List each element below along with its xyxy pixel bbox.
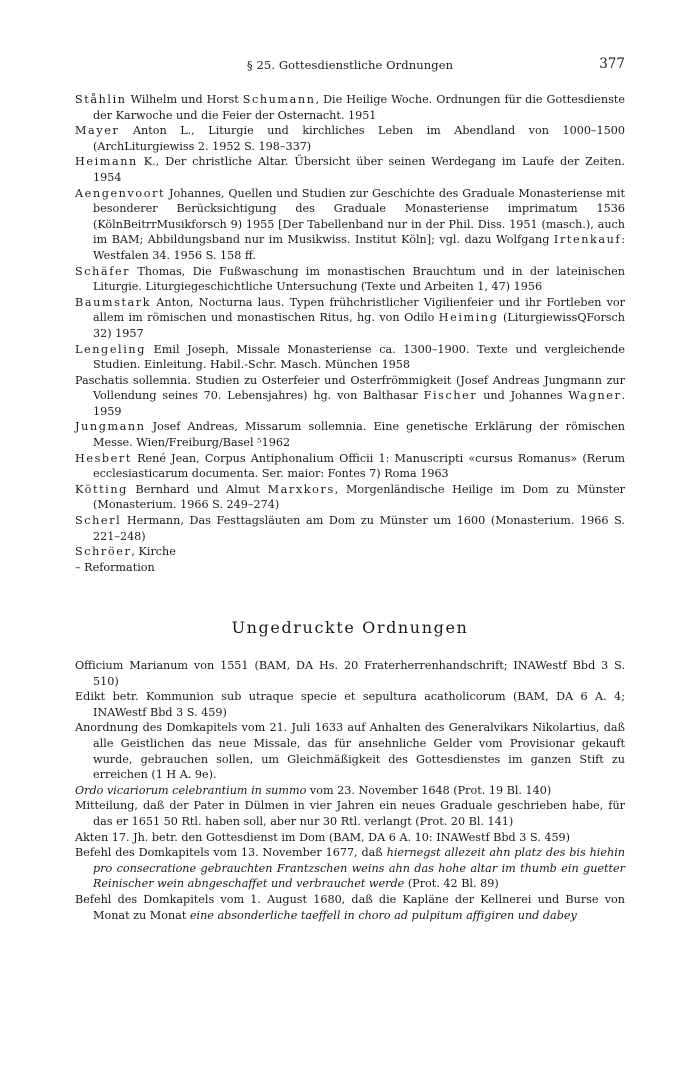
unpublished-entry: Mitteilung, daß der Pater in Dülmen in vier Jahren ein neues Graduale geschrieben habe, für das er 1651 50 Rtl. haben soll, aber nur 30 Rtl. verlangt (Prot. 20 Bl. 141) (75, 799, 625, 828)
quotation: hiernegst allezeit ahn platz des bis hiehin pro consecratione gebrauchten Frantzschen weins ahn das hohe altar im thumb ein guetter Reinischer wein abngeschaffet und verbrauchet werde (93, 846, 625, 891)
author-name: Scherl (75, 514, 122, 528)
unpublished-entry: Anordnung des Domkapitels vom 21. Juli 1633 auf Anhalten des Generalvikars Nikolartius, daß alle Geistlichen das neue Missale, das für ansehnliche Gelder vom Provisionar gekauft wurde, gebrauchen sollen, um Gleichmäßigkeit des Gottesdienstes im ganzen Stift zu erreichen (1 H A. 9e). (75, 721, 625, 782)
author-name: Marxkors (267, 482, 335, 496)
bibliography-entry: Schröer, Kirche (75, 545, 176, 559)
bibliography-entry: Schäfer Thomas, Die Fußwaschung im monastischen Brauchtum und in der lateinischen Liturgie. Liturgiegeschichtliche Untersuchung (Texte und Arbeiten 1, 47) 1956 (75, 264, 625, 294)
author-name: Schäfer (75, 264, 131, 278)
quotation: eine absonderliche taeffell in choro ad pulpitum affigiren und dabey (189, 908, 577, 922)
bibliography-entry: Baumstark Anton, Nocturna laus. Typen frühchristlicher Vigilienfeier und ihr Fortleben vor allem im römischen und monastischen Ritus, hg. von Odilo Heiming (LiturgiewissQForsch 32) 1957 (75, 295, 625, 340)
page-header (75, 58, 625, 78)
author-name: Hesbert (75, 451, 132, 465)
bibliography-entry: Hesbert René Jean, Corpus Antiphonalium Officii 1: Manuscripti «cursus Romanus» (Rerum ecclesiasticarum documenta. Ser. maior: Fontes 7) Roma 1963 (75, 451, 625, 481)
bibliography-entry: Heimann K., Der christliche Altar. Übersicht über seinen Werdegang im Laufe der Zeiten. 1954 (75, 155, 625, 184)
bibliography-list (75, 92, 625, 575)
author-name: Ståhlin (75, 93, 127, 106)
bibliography-entry: Mayer Anton L., Liturgie und kirchliches Leben im Abendland von 1000–1500 (ArchLiturgiewiss 2. 1952 S. 198–337) (75, 124, 625, 153)
author-name: Heiming (438, 311, 499, 325)
author-name: Kötting (75, 482, 128, 496)
unpublished-list (75, 658, 625, 923)
author-name: Heimann (75, 155, 138, 169)
section-title: Ungedruckte Ordnungen (231, 618, 469, 637)
unpublished-entry: Officium Marianum von 1551 (BAM, DA Hs. 20 Fraterherrenhandschrift; INAWestf Bbd 3 S. 510) (75, 659, 625, 688)
running-title: § 25. Gottesdienstliche Ordnungen (246, 58, 454, 72)
author-name: Lengeling (75, 342, 146, 356)
author-name: Baumstark (75, 295, 152, 309)
bibliography-entry: Jungmann Josef Andreas, Missarum sollemnia. Eine genetische Erklärung der römischen Messe. Wien/Freiburg/Basel ⁵1962 (75, 420, 625, 450)
unpublished-entry: Akten 17. Jh. betr. den Gottesdienst im Dom (BAM, DA 6 A. 10: INAWestf Bbd 3 S. 459) (75, 830, 571, 844)
author-name: Wagner (568, 389, 622, 403)
unpublished-entry: Ordo vicariorum celebrantium in summo vom 23. November 1648 (Prot. 19 Bl. 140) (75, 783, 552, 797)
unpublished-entry: Edikt betr. Kommunion sub utraque specie et sepultura acatholicorum (BAM, DA 6 A. 4; INAWestf Bbd 3 S. 459) (75, 690, 625, 719)
latin-title: Ordo vicariorum celebrantium in summo (75, 783, 307, 797)
bibliography-entry: Paschatis sollemnia. Studien zu Osterfeier und Osterfrömmigkeit (Josef Andreas Jungmann zur Vollendung seines 70. Lebensjahres) hg. von Balthasar Fischer und Johannes Wagner. 1959 (75, 373, 626, 418)
author-name: Irtenkauf (553, 233, 622, 247)
bibliography-entry: Scherl Hermann, Das Festtagsläuten am Dom zu Münster um 1600 (Monasterium. 1966 S. 221–248) (75, 514, 625, 543)
author-name: Fischer (423, 389, 478, 403)
author-name: Jungmann (75, 420, 146, 434)
author-name: Mayer (75, 124, 120, 138)
bibliography-entry: – Reformation (75, 560, 155, 574)
author-name: Schröer (75, 545, 132, 559)
bibliography-entry: Lengeling Emil Joseph, Missale Monasteriense ca. 1300–1900. Texte und vergleichende Studien. Einleitung. Habil.-Schr. Masch. München 1958 (75, 342, 625, 372)
unpublished-entry: Befehl des Domkapitels vom 13. November 1677, daß hiernegst allezeit ahn platz des bis hiehin pro consecratione gebrauchten Frantzschen weins ahn das hohe altar im thumb ein guetter Reinischer wein abngeschaffet und verbrauchet werde (Prot. 42 Bl. 89) (75, 846, 625, 891)
bibliography-entry: Kötting Bernhard und Almut Marxkors, Morgenländische Heilige im Dom zu Münster (Monasterium. 1966 S. 249–274) (75, 482, 625, 512)
bibliography-entry: Aengenvoort Johannes, Quellen und Studien zur Geschichte des Graduale Monasteriense mit besonderer Berücksichtigung des Graduale Monasteriense imprimatum 1536 (KölnBeitrrMusikforsch 9) 1955 [Der Tabellenband nur in der Phil. Diss. 1951 (masch.), auch im BAM; Abbildungsband nur im Musikwiss. Institut Köln]; vgl. dazu Wolfgang Irtenkauf: Westfalen 34. 1956 S. 158 ff. (75, 186, 625, 262)
author-name: Aengenvoort (75, 186, 166, 200)
bibliography-entry: Ståhlin Wilhelm und Horst Schumann, Die Heilige Woche. Ordnungen für die Gottesdienste der Karwoche und die Feier der Osternacht. 1951 (75, 93, 625, 122)
page-number: 377 (599, 56, 625, 72)
author-name: Schumann (242, 93, 316, 106)
unpublished-entry: Befehl des Domkapitels vom 1. August 1680, daß die Kapläne der Kellnerei und Burse von Monat zu Monat eine absonderliche taeffell in choro ad pulpitum affigiren und dabey (75, 892, 625, 922)
